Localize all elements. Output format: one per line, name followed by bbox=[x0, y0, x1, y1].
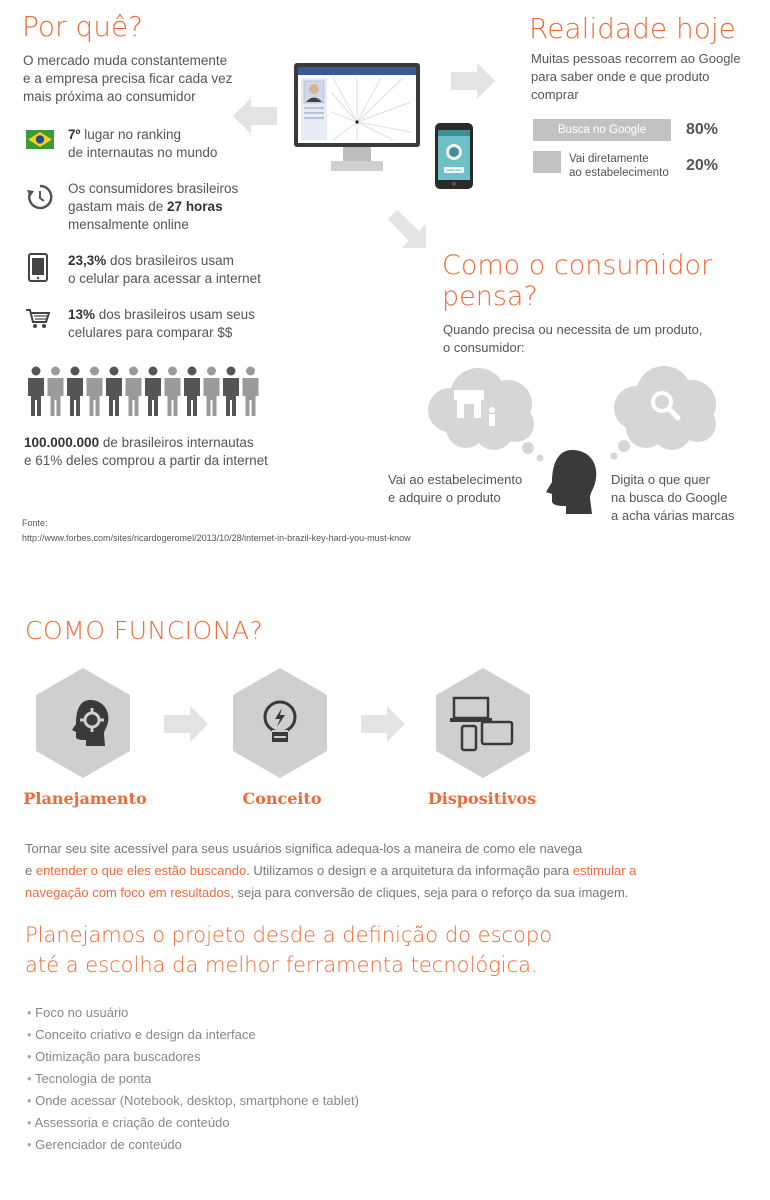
step-label-devices: Dispositivos bbox=[427, 789, 537, 808]
list-item: • Onde acessar (Notebook, desktop, smartphone e tablet) bbox=[27, 1090, 359, 1112]
why-intro: O mercado muda constantemente e a empresa precisa ficar cada vez mais próxima ao consumidor bbox=[23, 53, 233, 104]
people-row-icon bbox=[26, 366, 262, 418]
stat-compare: 13% dos brasileiros usam seus celulares para comparar $$ bbox=[68, 307, 255, 340]
step-label-planning: Planejamento bbox=[23, 789, 147, 808]
step-arrow-1-icon bbox=[164, 706, 208, 742]
stat-mobile: 23,3% dos brasileiros usam o celular para acessar a internet bbox=[68, 253, 261, 286]
reality-intro: Muitas pessoas recorrem ao Google para saber onde e que produto comprar bbox=[531, 51, 741, 102]
bar-store bbox=[533, 151, 561, 173]
list-item: • Assessoria e criação de conteúdo bbox=[27, 1112, 359, 1134]
thought-cloud-search-icon bbox=[606, 366, 722, 460]
desktop-monitor-icon bbox=[293, 62, 421, 174]
source-url[interactable]: http://www.forbes.com/sites/ricardogeromel/2013/10/28/internet-in-brazil-key-hard-you-must-know bbox=[22, 533, 411, 543]
bar-store-pct: 20% bbox=[686, 157, 719, 174]
thought-cloud-store-icon bbox=[420, 366, 546, 462]
cart-icon bbox=[25, 308, 51, 330]
how-paragraph: Tornar seu site acessível para seus usuários significa adequa-los a maneira de como ele navega e entender o que eles estão buscando. Utilizamos o design e a arquitetura da informação para estimular a navegação com foco em resultados, seja para conversão de cliques, seja para o reforço da sua imagem. bbox=[25, 841, 637, 900]
step-arrow-2-icon bbox=[361, 706, 405, 742]
consumer-title: Como o consumidor pensa? bbox=[442, 250, 713, 312]
list-item: • Tecnologia de ponta bbox=[27, 1068, 359, 1090]
hex-devices bbox=[434, 668, 532, 778]
consumer-left-text: Vai ao estabelecimento e adquire o produto bbox=[388, 472, 523, 505]
list-item: • Foco no usuário bbox=[27, 1002, 359, 1024]
list-item: • Gerenciador de conteúdo bbox=[27, 1134, 359, 1156]
reality-title: Realidade hoje bbox=[529, 12, 736, 45]
list-item: • Otimização para buscadores bbox=[27, 1046, 359, 1068]
how-title: COMO FUNCIONA? bbox=[25, 616, 264, 645]
brazil-flag-icon bbox=[26, 130, 54, 149]
bar-store-label: Vai diretamente ao estabelecimento bbox=[569, 153, 669, 179]
people-stat: 100.000.000 de brasileiros internautas e 61% deles comprou a partir da internet bbox=[24, 435, 268, 468]
consumer-intro: Quando precisa ou necessita de um produto, o consumidor: bbox=[443, 322, 703, 355]
hex-concept bbox=[231, 668, 329, 778]
arrow-right-icon bbox=[451, 63, 495, 99]
source-label: Fonte: bbox=[22, 518, 48, 528]
clock-cycle-icon bbox=[25, 182, 55, 212]
consumer-right-text: Digita o que quer na busca do Google a acha várias marcas bbox=[611, 472, 735, 523]
how-headline: Planejamos o projeto desde a definição do escopo até a escolha da melhor ferramenta tecnológica. bbox=[25, 923, 553, 977]
why-title: Por quê? bbox=[22, 10, 144, 43]
arrow-left-icon bbox=[233, 98, 277, 134]
features-list bbox=[27, 1002, 359, 1156]
arrow-down-right-icon bbox=[388, 210, 428, 250]
phone-screen-text: saiba mais bbox=[446, 168, 462, 172]
head-silhouette-icon bbox=[538, 448, 600, 516]
phone-icon bbox=[28, 253, 48, 282]
smartphone-illustration-icon bbox=[434, 122, 474, 190]
bar-google: Busca no Google bbox=[533, 119, 671, 141]
hex-planning bbox=[34, 668, 132, 778]
stat-hours: Os consumidores brasileiros gastam mais de 27 horas mensalmente online bbox=[68, 181, 239, 232]
stat-ranking: 7º lugar no ranking de internautas no mundo bbox=[68, 127, 218, 160]
bar-google-pct: 80% bbox=[686, 121, 719, 138]
step-label-concept: Conceito bbox=[242, 789, 322, 808]
list-item: • Conceito criativo e design da interface bbox=[27, 1024, 359, 1046]
